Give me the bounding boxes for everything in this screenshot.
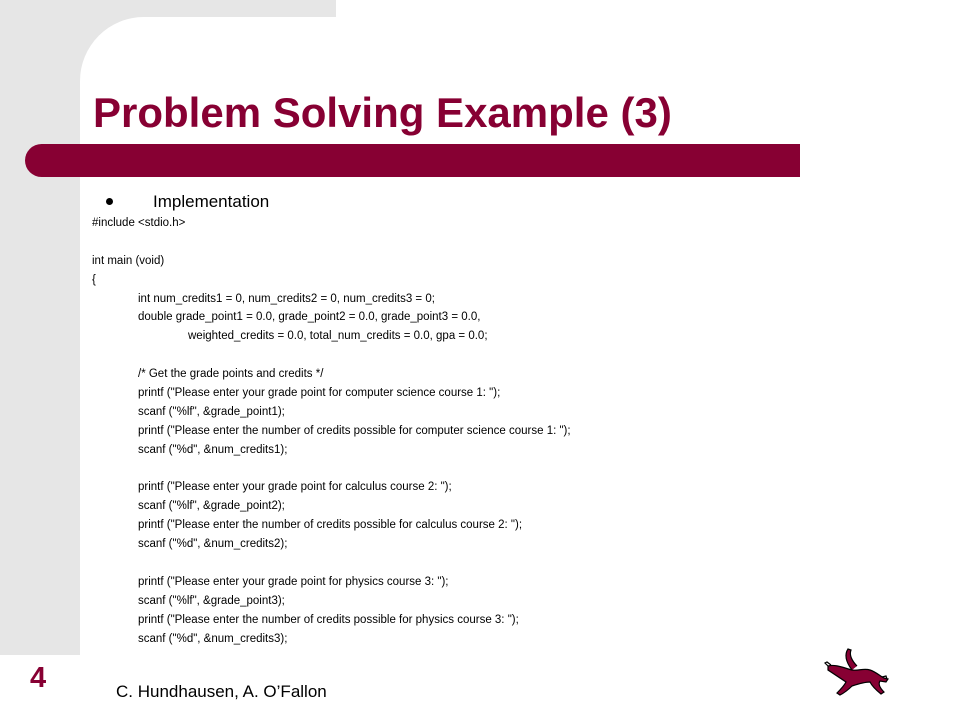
code-line: int num_credits1 = 0, num_credits2 = 0, num_credits3 = 0; bbox=[138, 292, 435, 305]
code-line bbox=[92, 346, 792, 365]
left-panel-background bbox=[0, 0, 80, 655]
code-line: printf ("Please enter your grade point for physics course 3: "); bbox=[138, 575, 449, 588]
code-line bbox=[92, 460, 792, 479]
code-line: scanf ("%d", &num_credits3); bbox=[138, 632, 288, 645]
code-line: scanf ("%lf", &grade_point1); bbox=[138, 405, 285, 418]
bullet-item bbox=[92, 190, 792, 214]
code-line bbox=[92, 233, 792, 252]
code-line: scanf ("%d", &num_credits2); bbox=[138, 538, 288, 551]
code-line: scanf ("%lf", &grade_point2); bbox=[138, 500, 285, 513]
code-line: /* Get the grade points and credits */ bbox=[138, 368, 324, 381]
code-line: #include <stdio.h> bbox=[92, 217, 186, 229]
code-line: weighted_credits = 0.0, total_num_credits = 0.0, gpa = 0.0; bbox=[188, 330, 488, 343]
code-line: { bbox=[92, 273, 96, 286]
code-line bbox=[92, 554, 792, 573]
code-line: printf ("Please enter the number of credits possible for computer science course 1: "); bbox=[138, 424, 571, 437]
code-line: scanf ("%lf", &grade_point3); bbox=[138, 594, 285, 607]
slide-title: Problem Solving Example (3) bbox=[93, 89, 672, 136]
code-line: double grade_point1 = 0.0, grade_point2 = 0.0, grade_point3 = 0.0, bbox=[138, 311, 481, 324]
code-line: printf ("Please enter your grade point for calculus course 2: "); bbox=[138, 481, 452, 494]
code-line: int main (void) bbox=[92, 254, 165, 267]
bullet-icon bbox=[106, 198, 113, 205]
footer-authors: C. Hundhausen, A. O’Fallon bbox=[116, 682, 327, 701]
slide-content bbox=[92, 190, 792, 648]
title-underline-bar bbox=[25, 144, 800, 177]
code-block bbox=[92, 214, 792, 648]
code-line: printf ("Please enter your grade point for computer science course 1: "); bbox=[138, 387, 501, 400]
bullet-text: Implementation bbox=[153, 192, 270, 211]
code-line: printf ("Please enter the number of credits possible for calculus course 2: "); bbox=[138, 519, 523, 532]
cougar-mascot-icon bbox=[822, 646, 892, 698]
code-line: printf ("Please enter the number of credits possible for physics course 3: "); bbox=[138, 613, 519, 626]
page-number: 4 bbox=[30, 662, 47, 694]
code-line: scanf ("%d", &num_credits1); bbox=[138, 443, 288, 456]
